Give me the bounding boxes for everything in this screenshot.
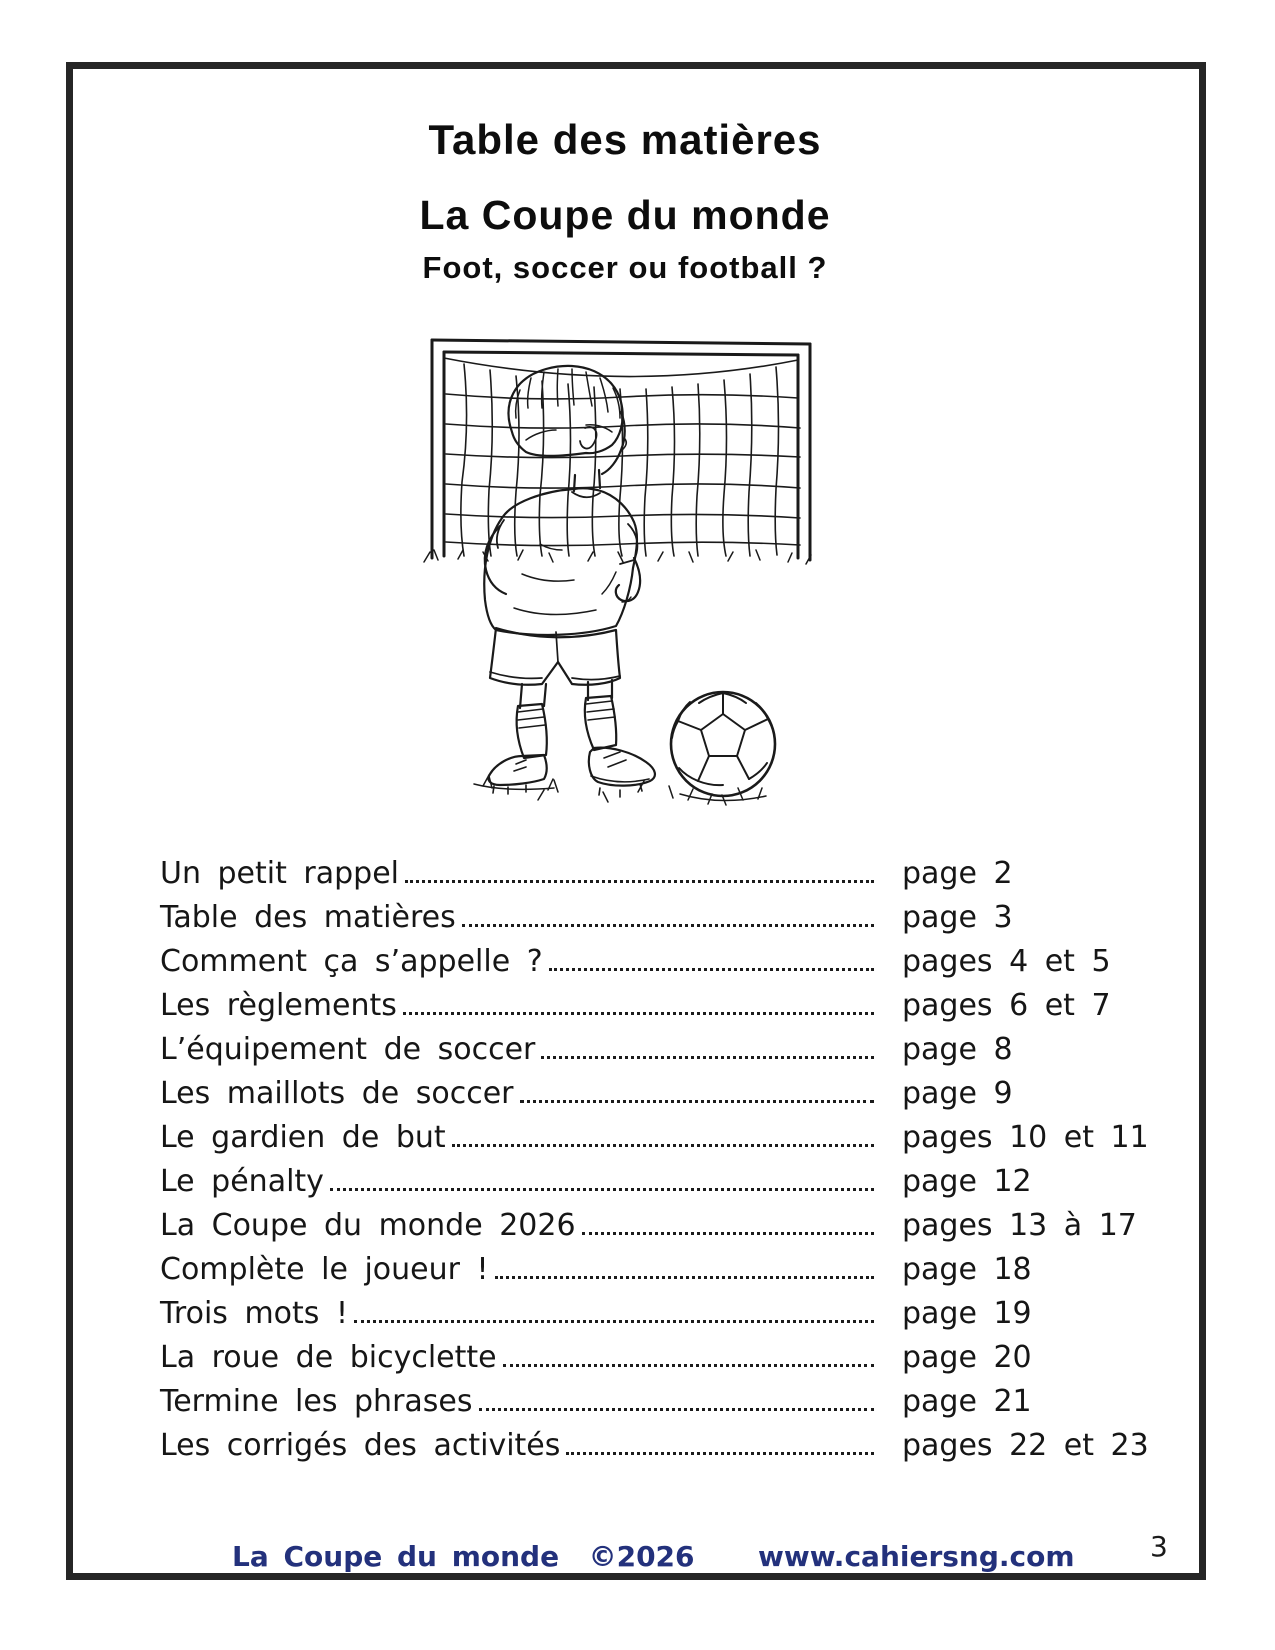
toc-row (160, 939, 1111, 983)
toc-entry-title: Les maillots de soccer (160, 1075, 514, 1111)
toc-entry-page: pages 6 et 7 (902, 987, 1111, 1023)
book-title: La Coupe du monde (419, 192, 831, 238)
book-tagline: Foot, soccer ou football ? (422, 250, 828, 285)
toc-entry-page: pages 10 et 11 (902, 1119, 1149, 1155)
toc-entry-page: pages 22 et 23 (902, 1427, 1149, 1463)
toc-entry-page: pages 13 à 17 (902, 1207, 1137, 1243)
toc-entry-title: Le pénalty (160, 1163, 324, 1199)
toc-dotted-leader (495, 1252, 874, 1279)
toc-row-left (160, 1120, 878, 1155)
toc-row (160, 1379, 1060, 1423)
toc-entry-page: page 8 (902, 1031, 1013, 1067)
toc-entry-title: Trois mots ! (160, 1295, 348, 1331)
toc-entry-title: Les corrigés des activités (160, 1427, 561, 1463)
toc-entry-page: page 3 (902, 899, 1013, 935)
toc-row-left (160, 1296, 878, 1331)
toc-dotted-leader (452, 1120, 874, 1147)
toc-entry-title: Table des matières (160, 899, 456, 935)
toc-entry-page: page 2 (902, 855, 1013, 891)
toc-entry-title: Complète le joueur ! (160, 1251, 489, 1287)
toc-dotted-leader (479, 1384, 874, 1411)
toc-row (160, 895, 1060, 939)
toc-entry-page: page 21 (902, 1383, 1032, 1419)
toc-row-left (160, 1208, 878, 1243)
toc-row (160, 1203, 1137, 1247)
toc-row-left (160, 944, 878, 979)
toc-entry-title: Le gardien de but (160, 1119, 446, 1155)
toc-entry-title: Termine les phrases (160, 1383, 473, 1419)
toc-dotted-leader (354, 1296, 874, 1323)
toc-entry-page: page 12 (902, 1163, 1032, 1199)
toc-row (160, 851, 1060, 895)
footer-book-title (232, 1540, 695, 1573)
toc-list (160, 851, 1149, 1467)
toc-entry-page: pages 4 et 5 (902, 943, 1111, 979)
toc-dotted-leader (503, 1340, 874, 1367)
grass-goal-line (424, 550, 811, 564)
toc-dotted-leader (462, 900, 874, 927)
toc-row (160, 983, 1111, 1027)
toc-dotted-leader (549, 944, 874, 971)
soccer-goal-illustration (388, 312, 818, 812)
toc-entry-title: La Coupe du monde 2026 (160, 1207, 576, 1243)
toc-row (160, 1335, 1060, 1379)
toc-row-left (160, 1164, 878, 1199)
toc-dotted-leader (403, 988, 874, 1015)
toc-entry-title: Comment ça s’appelle ? (160, 943, 543, 979)
toc-row-left (160, 1340, 878, 1375)
toc-entry-page: page 20 (902, 1339, 1032, 1375)
toc-row (160, 1071, 1060, 1115)
toc-dotted-leader (405, 856, 874, 883)
toc-dotted-leader (566, 1428, 874, 1455)
toc-dotted-leader (330, 1164, 874, 1191)
toc-entry-title: La roue de bicyclette (160, 1339, 497, 1375)
footer-copyright: ©2026 (588, 1540, 695, 1573)
toc-row-left (160, 1428, 878, 1463)
page-number: 3 (1150, 1530, 1168, 1563)
toc-row-left (160, 1252, 878, 1287)
toc-row (160, 1159, 1060, 1203)
soccer-ball (671, 692, 775, 796)
toc-row-left (160, 900, 878, 935)
toc-row-left (160, 1384, 878, 1419)
toc-entry-title: Les règlements (160, 987, 397, 1023)
toc-row (160, 1291, 1060, 1335)
toc-entry-title: L’équipement de soccer (160, 1031, 536, 1067)
toc-entry-title: Un petit rappel (160, 855, 399, 891)
footer-website: www.cahiersng.com (758, 1540, 1075, 1573)
boy-figure (484, 366, 655, 797)
toc-row-left (160, 856, 878, 891)
toc-row-left (160, 1032, 878, 1067)
toc-row-left (160, 1076, 878, 1111)
toc-dotted-leader (582, 1208, 874, 1235)
toc-row (160, 1115, 1149, 1159)
toc-dotted-leader (541, 1032, 874, 1059)
footer-book-title-text: La Coupe du monde (232, 1540, 560, 1573)
toc-dotted-leader (520, 1076, 874, 1103)
toc-entry-page: page 9 (902, 1075, 1013, 1111)
toc-row (160, 1247, 1060, 1291)
toc-row (160, 1027, 1060, 1071)
toc-row-left (160, 988, 878, 1023)
toc-entry-page: page 18 (902, 1251, 1032, 1287)
toc-entry-page: page 19 (902, 1295, 1032, 1331)
page-title: Table des matières (428, 116, 822, 163)
toc-row (160, 1423, 1149, 1467)
